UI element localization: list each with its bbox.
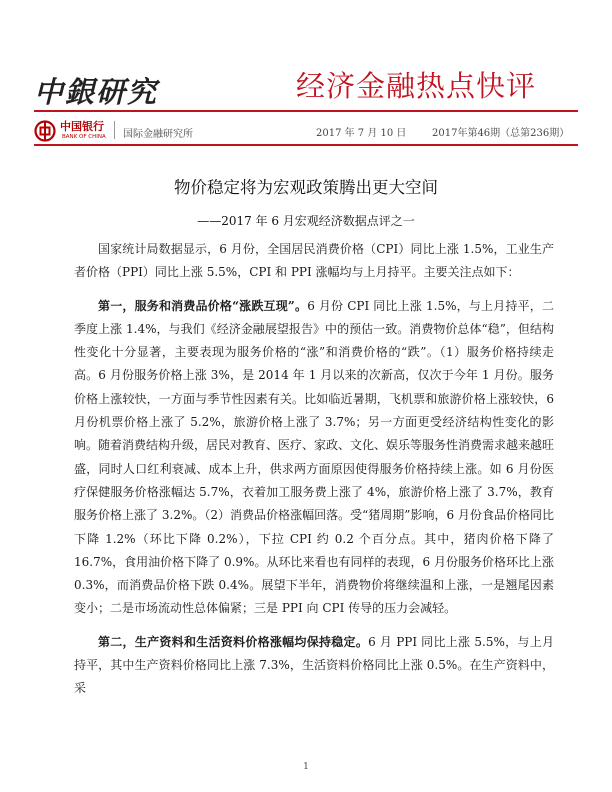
bank-name-en: BANK OF CHINA: [62, 134, 106, 140]
article-body: [74, 238, 554, 711]
section2-text: 6 月 PPI 同比上涨 5.5%，与上月持平，其中生产资料价格同比上涨 7.3%，生活资料价格同比上涨 0.5%。在生产资料中，采: [74, 634, 554, 696]
report-date: 2017 年 7 月 10 日: [316, 128, 407, 139]
article-title: 物价稳定将为宏观政策腾出更大空间: [174, 178, 438, 197]
bank-name-cn: 中国银行: [60, 120, 104, 133]
section1-text: 6 月份 CPI 同比上涨 1.5%，与上月持平，二季度上涨 1.4%，与我们《经济金融展望报告》中的预估一致。消费物价总体“稳”，但结构性变化十分显著，主要表现为服务价格的“涨”和消费价格的“跌”。（1）服务价格持续走高。6 月份服务价格上涨 3%，是 2014 年 1 月以来的次新高，仅次于今年 1 月份。服务价格上涨较快，一方面与季节性因素有关。比如临近暑期，飞机票和旅游价格上涨较快，6 月份机票价格上涨了 5.2%，旅游价格上涨了 3.7%；另一方面更受经济结构性变化的影响。随着消费结构升级，居民对教育、医疗、家政、文化、娱乐等服务性消费需求越来越旺盛，同时人口红利衰减、成本上升，供求两方面原因使得服务价格持续上涨。如 6 月份医疗保健服务价格涨幅达 5.7%，衣着加工服务费上涨了 4%，旅游价格上涨了 3.7%，教育服务价格上涨了 3.2%。（2）消费品价格涨幅回落。受“猪周期”影响，6 月份食品价格同比下降 1.2%（环比下降 0.2%），下拉 CPI 约 0.2 个百分点。其中，猪肉价格下降了 16.7%，食用油价格下降了 0.9%。从环比来看也有同样的表现，6 月份服务价格环比上涨 0.3%，而消费品价格下跌 0.4%。展望下半年，消费物价将继续温和上涨，一是翘尾因素变小；二是市场流动性总体偏紧；三是 PPI 向 CPI 传导的压力会减轻。: [74, 298, 555, 616]
section2-paragraph: [74, 631, 554, 701]
intro-paragraph: 国家统计局数据显示，6 月份，全国居民消费价格（CPI）同比上涨 1.5%，工业生产者价格（PPI）同比上涨 5.5%，CPI 和 PPI 涨幅均与上月持平。主要关注点如下：: [74, 242, 554, 280]
issue-number: 2017年第46期（总第236期）: [432, 128, 570, 139]
section1-heading: 第一，服务和消费品价格“涨跌互现”。: [98, 298, 308, 313]
series-title: 经济金融热点快评: [296, 69, 537, 103]
section1-paragraph: [74, 295, 554, 621]
header-divider: [114, 121, 115, 139]
page-number: 1: [303, 762, 309, 772]
header-rule-top: [34, 110, 578, 112]
article-subtitle: ——2017 年 6 月宏观经济数据点评之一: [197, 214, 415, 228]
institute-name: 国际金融研究所: [123, 129, 193, 140]
header-rule-bottom: [34, 144, 578, 146]
section2-heading: 第二，生产资料和生活资料价格涨幅均保持稳定。: [98, 634, 369, 649]
brand-calligraphy: 中銀研究: [34, 75, 159, 109]
